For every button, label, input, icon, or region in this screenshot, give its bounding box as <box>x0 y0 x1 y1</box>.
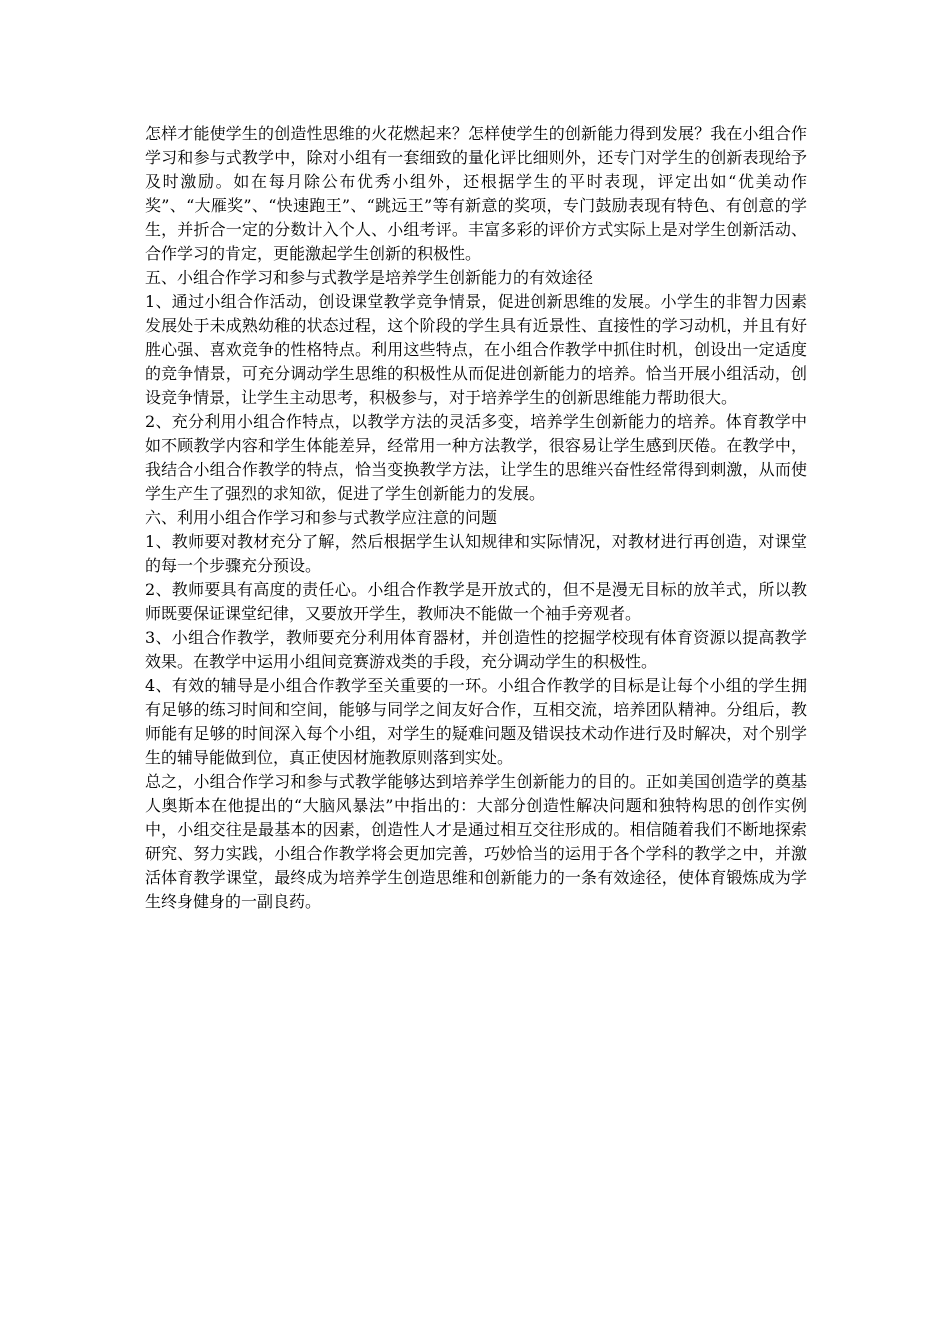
paragraph-competition: 1、通过小组合作活动，创设课堂教学竞争情景，促进创新思维的发展。小学生的非智力因素发展处于未成熟幼稚的状态过程，这个阶段的学生具有近景性、直接性的学习动机，并且有好胜心强、喜欢竞争的性格特点。利用这些特点，在小组合作教学中抓住时机，创设出一定适度的竞争情景，可充分调动学生思维的积极性从而促进创新能力的培养。恰当开展小组活动，创设竞争情景，让学生主动思考，积极参与，对于培养学生的创新思维能力帮助很大。 <box>145 292 807 407</box>
section-heading-six: 六、利用小组合作学习和参与式教学应注意的问题 <box>145 508 498 527</box>
paragraph-note-1: 1、教师要对教材充分了解，然后根据学生认知规律和实际情况，对教材进行再创造，对课堂的每一个步骤充分预设。 <box>145 532 807 575</box>
paragraph-evaluation: 怎样才能使学生的创造性思维的火花燃起来？怎样使学生的创新能力得到发展？我在小组合作学习和参与式教学中，除对小组有一套细致的量化评比细则外，还专门对学生的创新表现给予及时激励。如在每月除公布优秀小组外，还根据学生的平时表现，评定出如“优美动作奖”、“大雁奖”、“快速跑王”、“跳远王”等有新意的奖项，专门鼓励表现有特色、有创意的学生，并折合一定的分数计入个人、小组考评。丰富多彩的评价方式实际上是对学生创新活动、合作学习的肯定，更能激起学生创新的积极性。 <box>145 124 807 263</box>
paragraph-methods: 2、充分利用小组合作特点，以教学方法的灵活多变，培养学生创新能力的培养。体育教学中如不顾教学内容和学生体能差异，经常用一种方法教学，很容易让学生感到厌倦。在教学中，我结合小组合作教学的特点，恰当变换教学方法，让学生的思维兴奋性经常得到刺激，从而使学生产生了强烈的求知欲，促进了学生创新能力的发展。 <box>145 412 807 503</box>
paragraph-note-3: 3、小组合作教学，教师要充分利用体育器材，并创造性的挖掘学校现有体育资源以提高教学效果。在教学中运用小组间竞赛游戏类的手段，充分调动学生的积极性。 <box>145 628 807 671</box>
section-heading-five: 五、小组合作学习和参与式教学是培养学生创新能力的有效途径 <box>145 268 594 287</box>
document-body <box>145 122 807 914</box>
paragraph-conclusion: 总之，小组合作学习和参与式教学能够达到培养学生创新能力的目的。正如美国创造学的奠基人奥斯本在他提出的“大脑风暴法”中指出的：大部分创造性解决问题和独特构思的创作实例中，小组交往是最基本的因素，创造性人才是通过相互交往形成的。相信随着我们不断地探索研究、努力实践，小组合作教学将会更加完善，巧妙恰当的运用于各个学科的教学之中，并激活体育教学课堂，最终成为培养学生创造思维和创新能力的一条有效途径，使体育锻炼成为学生终身健身的一副良药。 <box>145 772 807 911</box>
paragraph-note-2: 2、教师要具有高度的责任心。小组合作教学是开放式的，但不是漫无目标的放羊式，所以教师既要保证课堂纪律，又要放开学生，教师决不能做一个袖手旁观者。 <box>145 580 807 623</box>
paragraph-note-4: 4、有效的辅导是小组合作教学至关重要的一环。小组合作教学的目标是让每个小组的学生拥有足够的练习时间和空间，能够与同学之间友好合作，互相交流，培养团队精神。分组后，教师能有足够的时间深入每个小组，对学生的疑难问题及错误技术动作进行及时解决，对个别学生的辅导能做到位，真正使因材施教原则落到实处。 <box>145 676 807 767</box>
